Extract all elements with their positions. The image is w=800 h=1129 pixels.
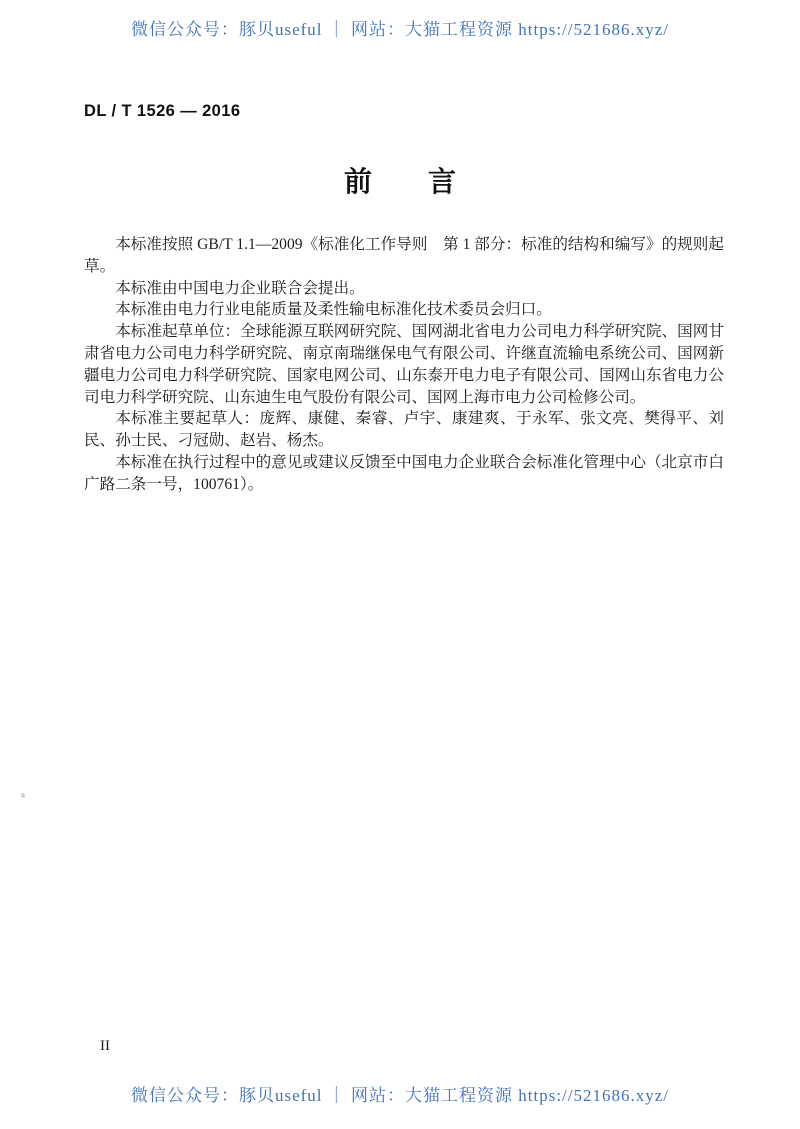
page-title: 前 言 [343, 167, 456, 198]
paragraph-drafting-organizations: 本标准起草单位：全球能源互联网研究院、国网湖北省电力公司电力科学研究院、国网甘肃省电力公司电力科学研究院、南京南瑞继保电气有限公司、许继直流输电系统公司、国网新疆电力公司电力科学研究院、国家电网公司、山东泰开电力电子有限公司、国网山东省电力公司电力科学研究院、山东迪生电气股份有限公司、国网上海市电力公司检修公司。 [84, 323, 724, 406]
paragraph-centralized-by: 本标准由电力行业电能质量及柔性输电标准化技术委员会归口。 [115, 301, 552, 319]
paragraph-feedback-address: 本标准在执行过程中的意见或建议反馈至中国电力企业联合会标准化管理中心（北京市白广路二条一号，100761）。 [84, 453, 724, 493]
foreword-body [84, 234, 724, 496]
standard-number: DL / T 1526 — 2016 [84, 102, 241, 120]
paragraph-drafting-rules: 本标准按照 GB/T 1.1—2009《标准化工作导则 第 1 部分：标准的结构和编写》的规则起草。 [84, 236, 724, 275]
watermark-top: 微信公众号：豚贝useful ｜ 网站：大猫工程资源 https://521686.xyz/ [130, 20, 670, 39]
paragraph-proposed-by: 本标准由中国电力企业联合会提出。 [115, 279, 365, 297]
scan-artifact-dot [21, 793, 25, 798]
watermark-bottom: 微信公众号：豚贝useful ｜ 网站：大猫工程资源 https://521686.xyz/ [130, 1086, 670, 1105]
paragraph-main-drafters: 本标准主要起草人：庞辉、康健、秦睿、卢宇、康建爽、于永军、张文亮、樊得平、刘民、孙士民、刁冠勋、赵岩、杨杰。 [84, 410, 724, 450]
page-number: II [100, 1038, 110, 1054]
